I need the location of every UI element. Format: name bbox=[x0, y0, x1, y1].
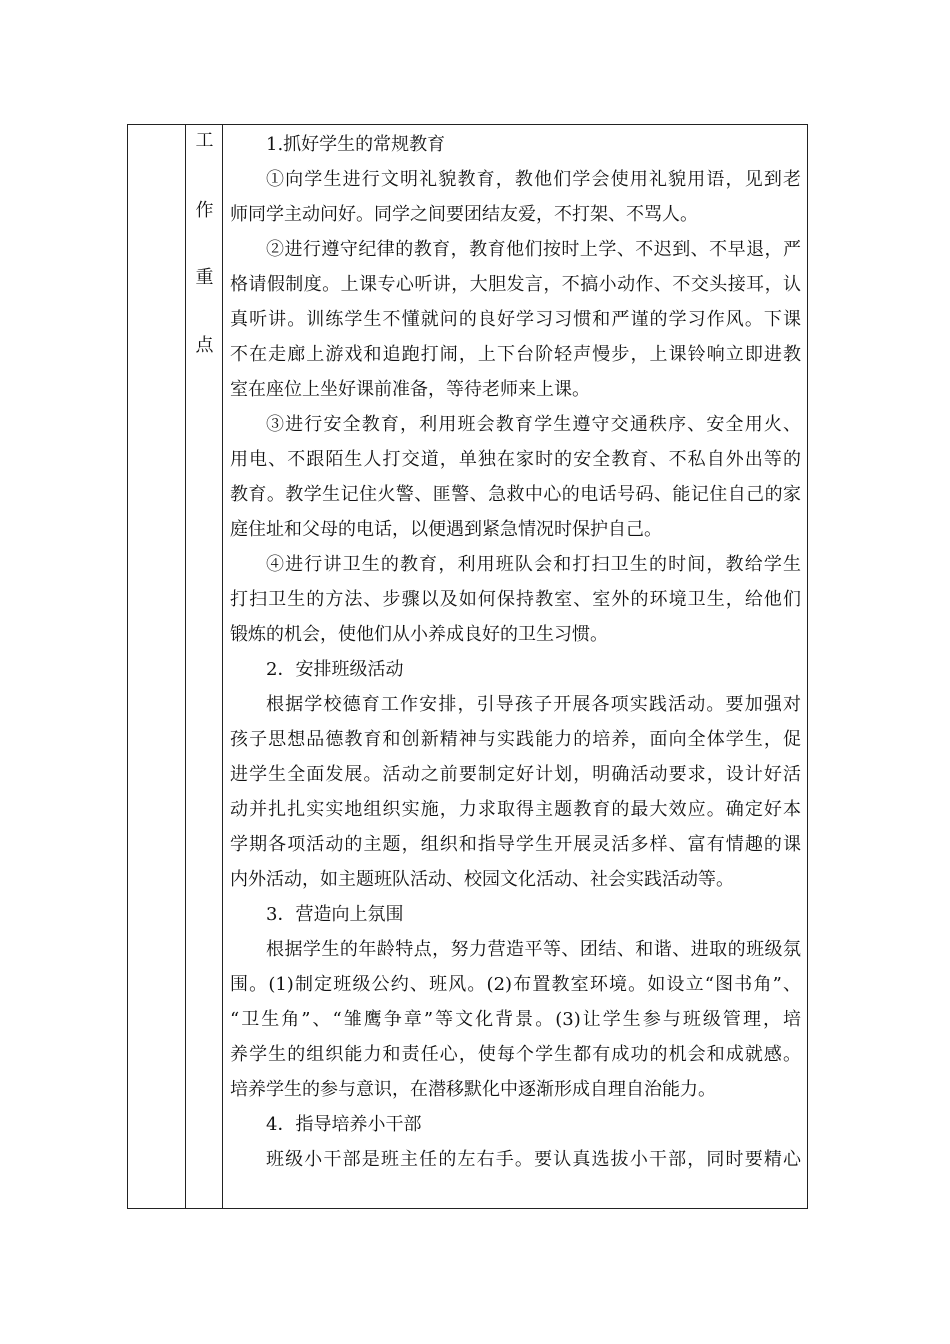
label-char: 点 bbox=[195, 335, 214, 356]
paragraph-line: 室在座位上坐好课前准备，等待老师来上课。 bbox=[230, 379, 590, 400]
paragraph-line: 根据学校德育工作安排，引导孩子开展各项实践活动。要加强对 bbox=[266, 694, 801, 715]
heading-class-activities: 2．安排班级活动 bbox=[266, 659, 404, 680]
label-char: 工 bbox=[195, 130, 214, 151]
paragraph-line: ①向学生进行文明礼貌教育，教他们学会使用礼貌用语，见到老 bbox=[266, 169, 801, 190]
paragraph-line: 教育。教学生记住火警、匪警、急救中心的电话号码、能记住自己的家 bbox=[230, 484, 801, 505]
section-label-column bbox=[186, 125, 223, 1208]
work-focus-table bbox=[127, 124, 808, 1209]
paragraph-line: 打扫卫生的方法、步骤以及如何保持教室、室外的环境卫生，给他们 bbox=[230, 589, 801, 610]
paragraph-line: 格请假制度。上课专心听讲，大胆发言，不搞小动作、不交头接耳，认 bbox=[230, 274, 801, 295]
paragraph-line: 动并扎扎实实地组织实施，力求取得主题教育的最大效应。确定好本 bbox=[230, 799, 801, 820]
paragraph-line: 内外活动，如主题班队活动、校园文化活动、社会实践活动等。 bbox=[230, 869, 734, 890]
paragraph-line: ④进行讲卫生的教育，利用班队会和打扫卫生的时间，教给学生 bbox=[266, 554, 801, 575]
paragraph-line: 用电、不跟陌生人打交道，单独在家时的安全教育、不私自外出等的 bbox=[230, 449, 801, 470]
blank-column bbox=[128, 125, 186, 1208]
heading-routine-education: 1.抓好学生的常规教育 bbox=[266, 134, 446, 155]
work-focus-content bbox=[223, 127, 807, 1177]
paragraph-line: 养学生的组织能力和责任心，使每个学生都有成功的机会和成就感。 bbox=[230, 1044, 801, 1065]
paragraph-line: 庭住址和父母的电话，以便遇到紧急情况时保护自己。 bbox=[230, 519, 662, 540]
paragraph-line: 学期各项活动的主题，组织和指导学生开展灵活多样、富有情趣的课 bbox=[230, 834, 801, 855]
paragraph-line: 培养学生的参与意识，在潜移默化中逐渐形成自理自治能力。 bbox=[230, 1079, 716, 1100]
heading-atmosphere: 3．营造向上氛围 bbox=[266, 904, 404, 925]
paragraph-line: “卫生角”、“雏鹰争章”等文化背景。(3)让学生参与班级管理，培 bbox=[230, 1009, 801, 1030]
paragraph-line: 师同学主动问好。同学之间要团结友爱，不打架、不骂人。 bbox=[230, 204, 698, 225]
label-char: 作 bbox=[195, 200, 214, 221]
paragraph-line: 班级小干部是班主任的左右手。要认真选拔小干部，同时要精心 bbox=[266, 1149, 801, 1170]
paragraph-line: ③进行安全教育，利用班会教育学生遵守交通秩序、安全用火、 bbox=[266, 414, 801, 435]
heading-class-cadres: 4．指导培养小干部 bbox=[266, 1114, 422, 1135]
paragraph-line: 根据学生的年龄特点，努力营造平等、团结、和谐、进取的班级氛 bbox=[266, 939, 801, 960]
paragraph-line: 围。(1)制定班级公约、班风。(2)布置教室环境。如设立“图书角”、 bbox=[230, 974, 801, 995]
label-char: 重 bbox=[195, 267, 214, 288]
paragraph-line: 锻炼的机会，使他们从小养成良好的卫生习惯。 bbox=[230, 624, 608, 645]
paragraph-line: 真听讲。训练学生不懂就问的良好学习习惯和严谨的学习作风。下课 bbox=[230, 309, 801, 330]
paragraph-line: 孩子思想品德教育和创新精神与实践能力的培养，面向全体学生，促 bbox=[230, 729, 801, 750]
paragraph-line: 不在走廊上游戏和追跑打闹，上下台阶轻声慢步，上课铃响立即进教 bbox=[230, 344, 801, 365]
paragraph-line: 进学生全面发展。活动之前要制定好计划，明确活动要求，设计好活 bbox=[230, 764, 801, 785]
paragraph-line: ②进行遵守纪律的教育，教育他们按时上学、不迟到、不早退，严 bbox=[266, 239, 801, 260]
